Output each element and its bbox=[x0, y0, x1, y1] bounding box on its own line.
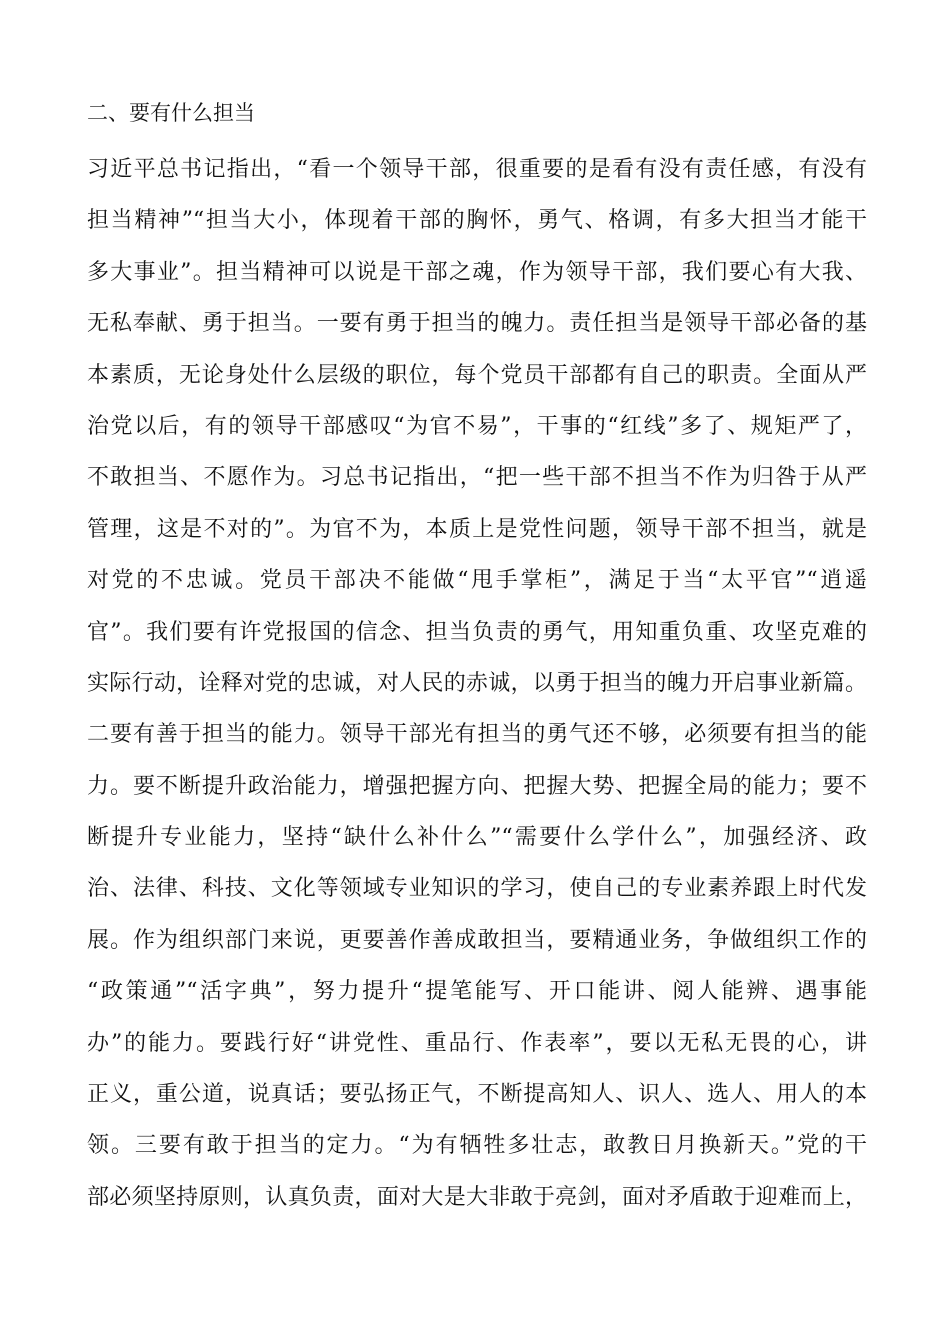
text-line: 治党以后，有的领导干部感叹“为官不易”，干事的“红线”多了、规矩严了， bbox=[87, 413, 867, 439]
text-line: 力。要不断提升政治能力，增强把握方向、把握大势、把握全局的能力；要不 bbox=[87, 773, 867, 799]
text-line: 治、法律、科技、文化等领域专业知识的学习，使自己的专业素养跟上时代发 bbox=[87, 876, 867, 902]
text-line: 展。作为组织部门来说，更要善作善成敢担当，要精通业务，争做组织工作的 bbox=[87, 927, 867, 953]
text-line: 本素质，无论身处什么层级的职位，每个党员干部都有自己的职责。全面从严 bbox=[87, 362, 867, 388]
text-line: 断提升专业能力，坚持“缺什么补什么”“需要什么学什么”，加强经济、政 bbox=[87, 825, 867, 851]
text-line: 对党的不忠诚。党员干部决不能做“甩手掌柜”，满足于当“太平官”“逍遥 bbox=[87, 568, 867, 594]
text-line: 不敢担当、不愿作为。习总书记指出，“把一些干部不担当不作为归咎于从严 bbox=[87, 465, 867, 491]
text-line: 领。三要有敢于担当的定力。“为有牺牲多壮志，敢教日月换新天。”党的干 bbox=[87, 1133, 867, 1159]
text-line: 无私奉献、勇于担当。一要有勇于担当的魄力。责任担当是领导干部必备的基 bbox=[87, 311, 867, 337]
text-line: 管理，这是不对的”。为官不为，本质上是党性问题，领导干部不担当，就是 bbox=[87, 516, 867, 542]
text-line: 多大事业”。担当精神可以说是干部之魂，作为领导干部，我们要心有大我、 bbox=[87, 259, 867, 285]
body-text bbox=[87, 144, 867, 1223]
text-line: 办”的能力。要践行好“讲党性、重品行、作表率”，要以无私无畏的心，讲 bbox=[87, 1030, 867, 1056]
text-line: 实际行动，诠释对党的忠诚，对人民的赤诚，以勇于担当的魄力开启事业新篇。 bbox=[87, 670, 867, 696]
section-heading: 二、要有什么担当 bbox=[87, 101, 255, 125]
text-line: 官”。我们要有许党报国的信念、担当负责的勇气，用知重负重、攻坚克难的 bbox=[87, 619, 867, 645]
text-line: “政策通”“活字典”，努力提升“提笔能写、开口能讲、阅人能辨、遇事能 bbox=[87, 979, 867, 1005]
text-line: 担当精神”“担当大小，体现着干部的胸怀，勇气、格调，有多大担当才能干 bbox=[87, 208, 867, 234]
text-line: 正义，重公道，说真话；要弘扬正气，不断提高知人、识人、选人、用人的本 bbox=[87, 1082, 867, 1108]
text-line: 习近平总书记指出，“看一个领导干部，很重要的是看有没有责任感，有没有 bbox=[87, 157, 867, 182]
text-line: 部必须坚持原则，认真负责，面对大是大非敢于亮剑，面对矛盾敢于迎难而上， bbox=[87, 1184, 867, 1210]
text-line: 二要有善于担当的能力。领导干部光有担当的勇气还不够，必须要有担当的能 bbox=[87, 722, 867, 748]
